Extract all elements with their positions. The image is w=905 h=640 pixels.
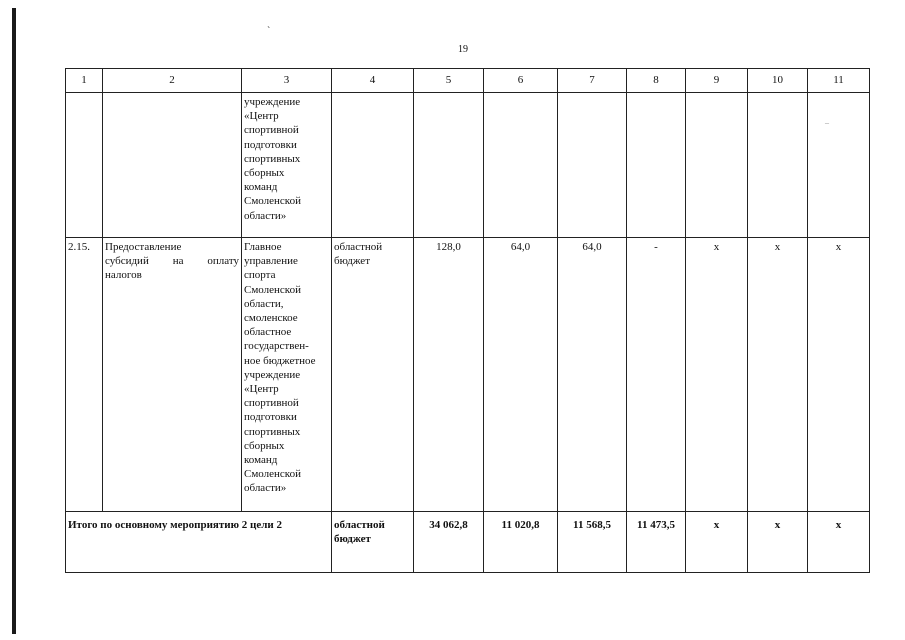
header-cell: 11 <box>808 69 870 93</box>
total-col11: х <box>808 512 870 573</box>
executor-cell <box>242 238 332 512</box>
year3-cell <box>627 93 686 238</box>
executor-cell <box>242 93 332 238</box>
col9-value: х <box>686 238 748 512</box>
measure-name-line: налогов <box>105 269 142 282</box>
year1-cell <box>484 93 558 238</box>
total-col9: х <box>686 512 748 573</box>
total-col10: х <box>748 512 808 573</box>
executor-text: учреждение «Центр спортивной подготовки спортивных сборных команд Смоленской области» <box>244 96 301 222</box>
number-cell <box>66 93 103 238</box>
col10-cell <box>748 93 808 238</box>
header-cell: 5 <box>414 69 484 93</box>
col10-value: х <box>748 238 808 512</box>
executor-text: Главное управление спорта Смоленской области, смоленское областное государствен- ное бюджетное учреждение «Центр спортивной подготовки спортивных сборных команд Смоленской области» <box>244 241 316 495</box>
header-cell: 9 <box>686 69 748 93</box>
source-cell <box>332 93 414 238</box>
header-cell: 1 <box>66 69 103 93</box>
funding-source-text: областной бюджет <box>334 241 383 268</box>
header-cell: 7 <box>558 69 627 93</box>
header-cell: 10 <box>748 69 808 93</box>
scan-edge-bar <box>12 8 16 634</box>
total-sum: 34 062,8 <box>414 512 484 573</box>
total-amount: 128,0 <box>414 238 484 512</box>
total-label: Итого по основному мероприятию 2 цели 2 <box>66 512 332 573</box>
measure-name-cell <box>103 238 242 512</box>
col11-value: х <box>808 238 870 512</box>
col11-cell <box>808 93 870 238</box>
total-cell <box>414 93 484 238</box>
year2-cell <box>558 93 627 238</box>
table-row-2-15 <box>66 238 870 512</box>
year1-amount: 64,0 <box>484 238 558 512</box>
col9-cell <box>686 93 748 238</box>
header-row <box>66 69 870 93</box>
total-year2: 11 568,5 <box>558 512 627 573</box>
total-year1: 11 020,8 <box>484 512 558 573</box>
year2-amount: 64,0 <box>558 238 627 512</box>
header-cell: 6 <box>484 69 558 93</box>
scan-smudge: – <box>825 118 829 127</box>
year3-amount: - <box>627 238 686 512</box>
row-number: 2.15. <box>66 238 103 512</box>
total-source-text: областной бюджет <box>334 519 385 546</box>
header-cell: 8 <box>627 69 686 93</box>
page-number: 19 <box>458 44 468 55</box>
header-cell: 2 <box>103 69 242 93</box>
total-source-cell <box>332 512 414 573</box>
budget-table <box>65 68 870 573</box>
funding-source-cell <box>332 238 414 512</box>
header-cell: 3 <box>242 69 332 93</box>
measure-name-line: Предоставление <box>105 241 182 253</box>
measure-name-line: субсидий на оплату <box>105 255 239 268</box>
continued-row <box>66 93 870 238</box>
header-cell: 4 <box>332 69 414 93</box>
total-row <box>66 512 870 573</box>
name-cell <box>103 93 242 238</box>
total-year3: 11 473,5 <box>627 512 686 573</box>
scan-tick-mark: ` <box>267 26 271 37</box>
